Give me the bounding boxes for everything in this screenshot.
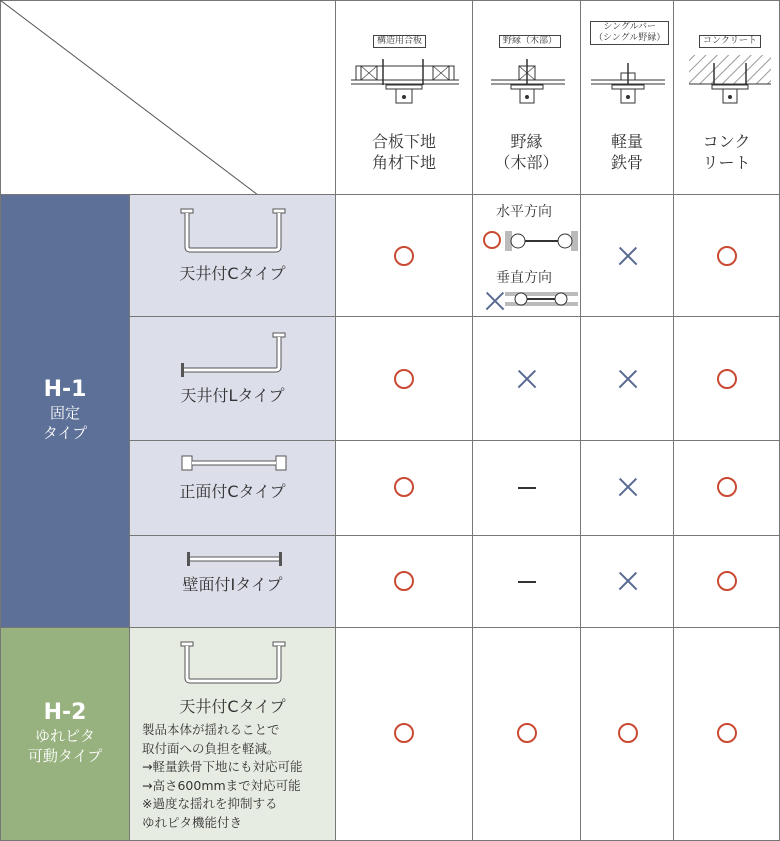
- product-ceiling-c: [129, 194, 336, 317]
- cell-r2-wood-joist: [472, 316, 581, 441]
- note-line: →高さ600mmまで対応可能: [142, 777, 301, 793]
- orientation-vertical-label: 垂直方向: [496, 270, 552, 286]
- note-line: →軽量鉄骨下地にも対応可能: [142, 759, 303, 774]
- group-label-line2: タイプ: [42, 424, 88, 442]
- cell-r3-plywood: [335, 440, 473, 536]
- cell-r4-light-steel: [580, 535, 674, 628]
- incompatible-cross-icon: [618, 246, 638, 266]
- cell-r4-wood-joist: [472, 535, 581, 628]
- group-h2: [0, 627, 130, 841]
- cell-r5-plywood: [335, 627, 473, 841]
- diagonal-line: [0, 0, 336, 195]
- not-applicable-dash-icon: [518, 581, 536, 583]
- note-line: ゆれピタ機能付き: [142, 814, 243, 830]
- column-label-line1: 合板下地: [371, 132, 436, 151]
- incompatible-cross-icon: [618, 477, 638, 497]
- column-label-line1: 野縁: [510, 132, 543, 151]
- group-label-line1: 固定: [49, 404, 80, 422]
- cell-r4-concrete: [673, 535, 780, 628]
- compatible-circle-icon: [394, 723, 414, 743]
- column-label-line2: （木部）: [494, 153, 559, 172]
- orientation-horizontal-label: 水平方向: [496, 204, 552, 220]
- compatible-circle-icon: [394, 571, 414, 591]
- product-name: 天井付Cタイプ: [179, 264, 286, 283]
- wall-i-pipe-icon: [130, 550, 337, 574]
- ceiling-c-pipe-icon: [130, 640, 337, 694]
- plywood-mount-diagram-icon: [336, 41, 474, 131]
- material-tag: コンクリート: [699, 35, 761, 48]
- product-name: 正面付Cタイプ: [179, 482, 286, 501]
- note-line: ※過度な揺れを抑制する: [142, 796, 278, 811]
- cell-r3-wood-joist: [472, 440, 581, 536]
- product-front-c: [129, 440, 336, 536]
- material-tag-line2: （シングル野縁）: [594, 33, 666, 43]
- light-steel-mount-diagram-icon: [581, 41, 675, 131]
- cell-r5-light-steel: [580, 627, 674, 841]
- cell-r3-concrete: [673, 440, 780, 536]
- cell-r2-plywood: [335, 316, 473, 441]
- concrete-mount-diagram-icon: [674, 41, 780, 131]
- cell-r4-plywood: [335, 535, 473, 628]
- product-name: 壁面付Iタイプ: [182, 575, 283, 594]
- column-label-line2: リート: [702, 153, 751, 172]
- compatible-circle-icon: [394, 246, 414, 266]
- cell-r1-wood-joist: [472, 194, 581, 317]
- material-tag: 構造用合板: [373, 35, 426, 48]
- group-label-line2: 可動タイプ: [27, 747, 103, 765]
- column-label-line1: コンク: [702, 132, 751, 151]
- ceiling-l-pipe-icon: [130, 331, 337, 391]
- material-tag-line1: シングルバー: [603, 22, 657, 32]
- column-header-plywood: [335, 0, 473, 195]
- note-line: 取付面への負担を軽減。: [142, 740, 280, 756]
- cell-r3-light-steel: [580, 440, 674, 536]
- compatible-circle-icon: [394, 477, 414, 497]
- incompatible-cross-icon: [485, 291, 501, 307]
- compatible-circle-icon: [717, 477, 737, 497]
- product-ceiling-c-yurepita: [129, 627, 336, 841]
- compatible-circle-icon: [394, 369, 414, 389]
- group-code: H-2: [43, 700, 87, 725]
- horizontal-mount-diagram-icon: [505, 227, 585, 255]
- compatible-circle-icon: [717, 246, 737, 266]
- column-label-line1: 軽量: [610, 132, 643, 151]
- ceiling-c-pipe-icon: [130, 207, 337, 267]
- note-line: 製品本体が揺れることで: [142, 722, 280, 737]
- cell-r2-concrete: [673, 316, 780, 441]
- product-wall-i: [129, 535, 336, 628]
- column-header-light-steel: [580, 0, 674, 195]
- incompatible-cross-icon: [618, 571, 638, 591]
- cell-r5-concrete: [673, 627, 780, 841]
- compatible-circle-icon: [483, 231, 501, 249]
- group-h1: [0, 194, 130, 628]
- cell-r1-concrete: [673, 194, 780, 317]
- cell-r1-plywood: [335, 194, 473, 317]
- product-ceiling-l: [129, 316, 336, 441]
- incompatible-cross-icon: [517, 369, 537, 389]
- column-label-line2: 角材下地: [371, 153, 436, 172]
- column-header-concrete: [673, 0, 780, 195]
- wood-joist-mount-diagram-icon: [473, 41, 582, 131]
- incompatible-cross-icon: [618, 369, 638, 389]
- vertical-mount-diagram-icon: [505, 288, 585, 310]
- group-label-line1: ゆれピタ: [34, 727, 95, 745]
- cell-r5-wood-joist: [472, 627, 581, 841]
- column-header-wood-joist: [472, 0, 581, 195]
- group-code: H-1: [43, 377, 87, 402]
- product-notes: [142, 721, 302, 832]
- compatible-circle-icon: [717, 571, 737, 591]
- column-label-line2: 鉄骨: [610, 153, 643, 172]
- not-applicable-dash-icon: [518, 487, 536, 489]
- compatible-circle-icon: [717, 369, 737, 389]
- compatible-circle-icon: [517, 723, 537, 743]
- corner-header: [0, 0, 336, 195]
- product-name: 天井付Lタイプ: [180, 386, 285, 405]
- product-name: 天井付Cタイプ: [179, 697, 286, 716]
- compatible-circle-icon: [717, 723, 737, 743]
- cell-r2-light-steel: [580, 316, 674, 441]
- compatible-circle-icon: [618, 723, 638, 743]
- cell-r1-light-steel: [580, 194, 674, 317]
- material-tag: 野縁（木部）: [499, 35, 561, 48]
